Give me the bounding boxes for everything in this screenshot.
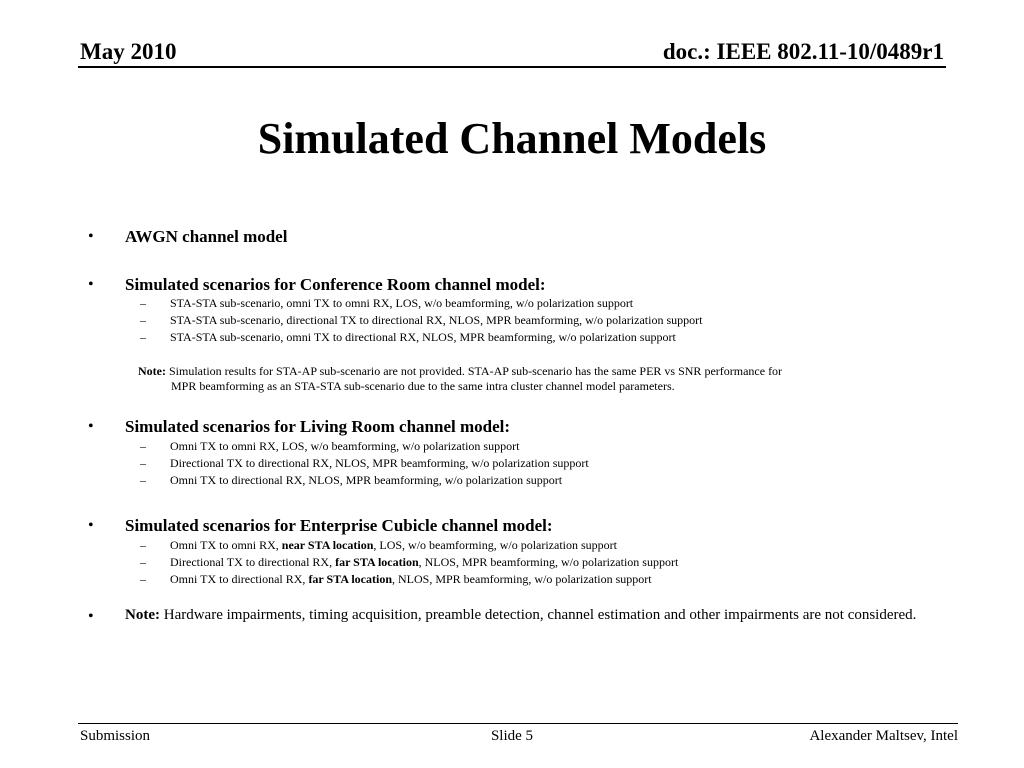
conference-note-line2: MPR beamforming as an STA-STA sub-scenario due to the same intra cluster channel model parameters. (171, 379, 675, 393)
bullet-conference-heading: Simulated scenarios for Conference Room channel model: (125, 275, 546, 294)
sub-bullet-dash: – (140, 313, 146, 327)
sub-bullet-dash: – (140, 296, 146, 310)
final-note-label: Note: (125, 607, 160, 623)
enterprise-item-location: near STA location (281, 538, 374, 552)
bullet-enterprise-heading: Simulated scenarios for Enterprise Cubicle channel model: (125, 516, 553, 535)
bullet-living-heading: Simulated scenarios for Living Room channel model: (125, 417, 511, 436)
enterprise-item (170, 573, 652, 585)
bullet-marker: • (88, 517, 94, 534)
enterprise-item-pre: Directional TX to directional RX, (170, 555, 336, 569)
footer-submission: Submission (80, 728, 151, 744)
bullet-marker: • (88, 228, 94, 245)
sub-bullet-dash: – (140, 456, 146, 470)
living-item: Directional TX to directional RX, NLOS, MPR beamforming, w/o polarization support (170, 456, 589, 470)
enterprise-item-post: , NLOS, MPR beamforming, w/o polarization support (418, 555, 679, 569)
conference-item: STA-STA sub-scenario, omni TX to directional RX, NLOS, MPR beamforming, w/o polarization support (170, 330, 676, 344)
final-note (125, 607, 937, 624)
enterprise-item (170, 539, 617, 551)
footer-divider (78, 723, 958, 724)
enterprise-item-post: , NLOS, MPR beamforming, w/o polarization support (392, 572, 652, 586)
sub-bullet-dash: – (140, 473, 146, 487)
slide-title: Simulated Channel Models (257, 114, 767, 163)
enterprise-item-pre: Omni TX to omni RX, (170, 538, 282, 552)
sub-bullet-dash: – (140, 555, 146, 569)
enterprise-item-location: far STA location (335, 555, 419, 569)
enterprise-item-pre: Omni TX to directional RX, (170, 572, 309, 586)
bullet-marker: • (88, 418, 94, 435)
living-item: Omni TX to omni RX, LOS, w/o beamforming, w/o polarization support (170, 439, 520, 453)
enterprise-item-location: far STA location (308, 572, 392, 586)
bullet-marker: • (88, 608, 94, 625)
footer-author: Alexander Maltsev, Intel (809, 728, 958, 744)
enterprise-item-post: , LOS, w/o beamforming, w/o polarization support (373, 538, 618, 552)
bullet-marker: • (88, 276, 94, 293)
header-date: May 2010 (80, 39, 177, 64)
sub-bullet-dash: – (140, 439, 146, 453)
final-note-text: Hardware impairments, timing acquisition, preamble detection, channel estimation and other impairments are not considered. (159, 607, 917, 623)
sub-bullet-dash: – (140, 538, 146, 552)
conference-item: STA-STA sub-scenario, omni TX to omni RX, LOS, w/o beamforming, w/o polarization support (170, 296, 634, 310)
header-doc-id: doc.: IEEE 802.11-10/0489r1 (662, 39, 944, 64)
conference-note (138, 364, 937, 394)
sub-bullet-dash: – (140, 572, 146, 586)
header-divider (78, 66, 946, 68)
enterprise-item (170, 556, 678, 568)
sub-bullet-dash: – (140, 330, 146, 344)
conference-note-line1: Simulation results for STA-AP sub-scenario are not provided. STA-AP sub-scenario has the same PER vs SNR performance for (168, 364, 783, 378)
living-item: Omni TX to directional RX, NLOS, MPR beamforming, w/o polarization support (170, 473, 563, 487)
bullet-awgn: AWGN channel model (125, 227, 288, 246)
conference-item: STA-STA sub-scenario, directional TX to directional RX, NLOS, MPR beamforming, w/o polarization support (170, 313, 703, 327)
footer-slide-number: Slide 5 (490, 728, 534, 744)
conference-note-label: Note: (138, 364, 166, 378)
